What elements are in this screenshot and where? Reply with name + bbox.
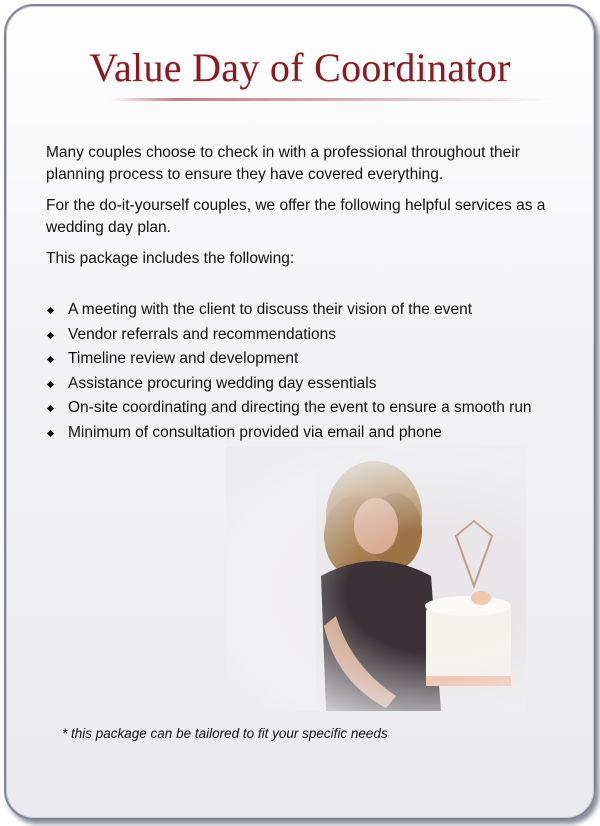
page-title: Value Day of Coordinator [89,45,511,90]
content-area [46,142,570,446]
bullet-icon [47,381,54,388]
intro-paragraph-2: For the do-it-yourself couples, we offer the following helpful services as a wedding day plan. [46,197,546,236]
list-item-text: Vendor referrals and recommendations [68,325,336,343]
list-item [46,323,570,348]
services-list [46,298,570,446]
list-item-text: Minimum of consultation provided via email and phone [68,423,442,441]
list-item-text: Assistance procuring wedding day essentials [68,374,377,392]
photo-fade [226,446,526,711]
title-underline [110,98,554,101]
bullet-icon [47,332,54,339]
list-item-text: On-site coordinating and directing the event to ensure a smooth run [68,399,532,417]
list-item [46,372,570,397]
info-card [4,4,596,820]
bullet-icon [47,356,54,363]
bullet-icon [47,430,54,437]
intro-paragraph-1: Many couples choose to check in with a professional throughout their planning process to ensure they have covered everything. [46,144,520,183]
list-item-text: Timeline review and development [68,350,299,368]
list-item-text: A meeting with the client to discuss their vision of the event [68,301,473,318]
bullet-icon [47,405,54,412]
intro-paragraph-3: This package includes the following: [46,250,295,267]
list-item [46,347,570,372]
list-item [46,421,570,446]
footnote: * this package can be tailored to fit your specific needs [62,726,388,741]
list-item [46,298,570,323]
list-item [46,396,570,421]
coordinator-photo [226,446,526,711]
bullet-icon [47,307,54,314]
